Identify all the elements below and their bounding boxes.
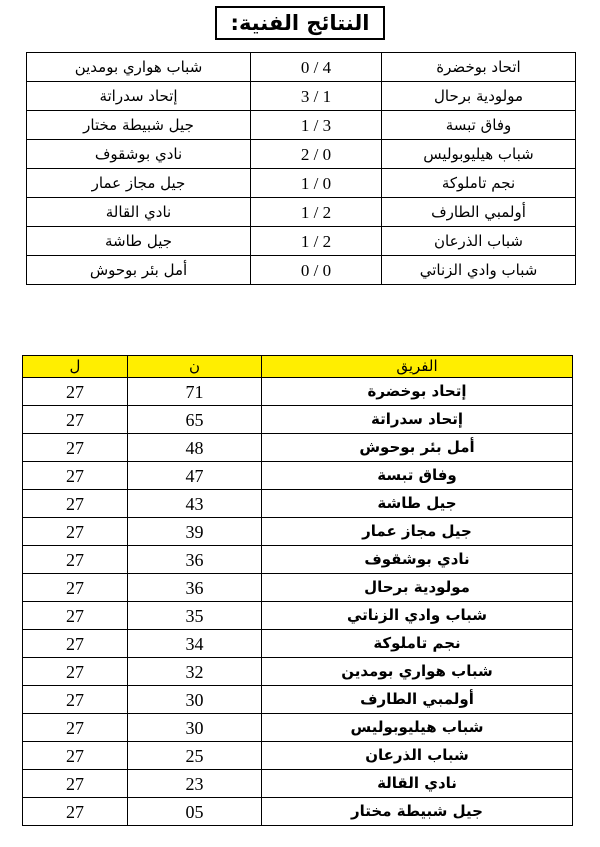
played-cell: 27 (23, 378, 128, 406)
match-score: 3 / 1 (251, 82, 382, 111)
standings-row (23, 406, 573, 434)
points-cell: 35 (128, 602, 262, 630)
home-team: شباب وادي الزناتي (382, 256, 576, 285)
played-cell: 27 (23, 602, 128, 630)
team-cell: شباب وادي الزناتي (262, 602, 573, 630)
away-team: إتحاد سدراتة (27, 82, 251, 111)
match-score: 0 / 4 (251, 53, 382, 82)
result-row (27, 227, 576, 256)
result-row (27, 256, 576, 285)
away-team: نادي القالة (27, 198, 251, 227)
match-score: 1 / 3 (251, 111, 382, 140)
result-row (27, 82, 576, 111)
points-cell: 43 (128, 490, 262, 518)
standings-table (22, 355, 573, 826)
team-cell: نادي بوشقوف (262, 546, 573, 574)
home-team: نجم تاملوكة (382, 169, 576, 198)
standings-row (23, 602, 573, 630)
points-cell: 05 (128, 798, 262, 826)
standings-row (23, 770, 573, 798)
standings-header-row (23, 356, 573, 378)
header-team: الفريق (262, 356, 573, 378)
standings-body (23, 356, 573, 826)
standings-row (23, 742, 573, 770)
played-cell: 27 (23, 630, 128, 658)
standings-row (23, 546, 573, 574)
team-cell: نادي القالة (262, 770, 573, 798)
standings-row (23, 714, 573, 742)
team-cell: مولودية برحال (262, 574, 573, 602)
points-cell: 65 (128, 406, 262, 434)
header-points: ن (128, 356, 262, 378)
standings-row (23, 658, 573, 686)
standings-row (23, 378, 573, 406)
away-team: جيل طاشة (27, 227, 251, 256)
result-row (27, 53, 576, 82)
team-cell: إتحاد بوخضرة (262, 378, 573, 406)
standings-row (23, 518, 573, 546)
away-team: شباب هواري بومدين (27, 53, 251, 82)
match-score: 1 / 2 (251, 198, 382, 227)
standings-row (23, 686, 573, 714)
team-cell: جيل شبيطة مختار (262, 798, 573, 826)
points-cell: 36 (128, 574, 262, 602)
standings-row (23, 490, 573, 518)
result-row (27, 111, 576, 140)
results-table (26, 52, 576, 285)
away-team: جيل شبيطة مختار (27, 111, 251, 140)
match-score: 1 / 2 (251, 227, 382, 256)
team-cell: شباب هواري بومدين (262, 658, 573, 686)
points-cell: 23 (128, 770, 262, 798)
header-played: ل (23, 356, 128, 378)
played-cell: 27 (23, 406, 128, 434)
played-cell: 27 (23, 798, 128, 826)
played-cell: 27 (23, 434, 128, 462)
result-row (27, 198, 576, 227)
points-cell: 25 (128, 742, 262, 770)
home-team: اتحاد بوخضرة (382, 53, 576, 82)
points-cell: 32 (128, 658, 262, 686)
standings-row (23, 462, 573, 490)
points-cell: 30 (128, 686, 262, 714)
points-cell: 36 (128, 546, 262, 574)
result-row (27, 169, 576, 198)
team-cell: جيل طاشة (262, 490, 573, 518)
team-cell: شباب الذرعان (262, 742, 573, 770)
home-team: شباب هيليوبوليس (382, 140, 576, 169)
team-cell: نجم تاملوكة (262, 630, 573, 658)
played-cell: 27 (23, 714, 128, 742)
played-cell: 27 (23, 574, 128, 602)
played-cell: 27 (23, 518, 128, 546)
home-team: مولودية برحال (382, 82, 576, 111)
played-cell: 27 (23, 770, 128, 798)
standings-row (23, 798, 573, 826)
played-cell: 27 (23, 742, 128, 770)
standings-row (23, 434, 573, 462)
played-cell: 27 (23, 462, 128, 490)
points-cell: 71 (128, 378, 262, 406)
page-title: النتائج الفنية: (215, 6, 385, 40)
result-row (27, 140, 576, 169)
home-team: شباب الذرعان (382, 227, 576, 256)
home-team: أولمبي الطارف (382, 198, 576, 227)
match-score: 1 / 0 (251, 169, 382, 198)
standings-row (23, 630, 573, 658)
played-cell: 27 (23, 686, 128, 714)
team-cell: وفاق تبسة (262, 462, 573, 490)
team-cell: شباب هيليوبوليس (262, 714, 573, 742)
standings-row (23, 574, 573, 602)
points-cell: 47 (128, 462, 262, 490)
match-score: 0 / 0 (251, 256, 382, 285)
match-score: 2 / 0 (251, 140, 382, 169)
home-team: وفاق تبسة (382, 111, 576, 140)
away-team: نادي بوشقوف (27, 140, 251, 169)
played-cell: 27 (23, 658, 128, 686)
away-team: أمل بئر بوحوش (27, 256, 251, 285)
points-cell: 30 (128, 714, 262, 742)
points-cell: 48 (128, 434, 262, 462)
team-cell: أولمبي الطارف (262, 686, 573, 714)
results-body (27, 53, 576, 285)
away-team: جيل مجاز عمار (27, 169, 251, 198)
points-cell: 39 (128, 518, 262, 546)
played-cell: 27 (23, 546, 128, 574)
team-cell: أمل بئر بوحوش (262, 434, 573, 462)
points-cell: 34 (128, 630, 262, 658)
team-cell: جيل مجاز عمار (262, 518, 573, 546)
played-cell: 27 (23, 490, 128, 518)
team-cell: إتحاد سدراتة (262, 406, 573, 434)
